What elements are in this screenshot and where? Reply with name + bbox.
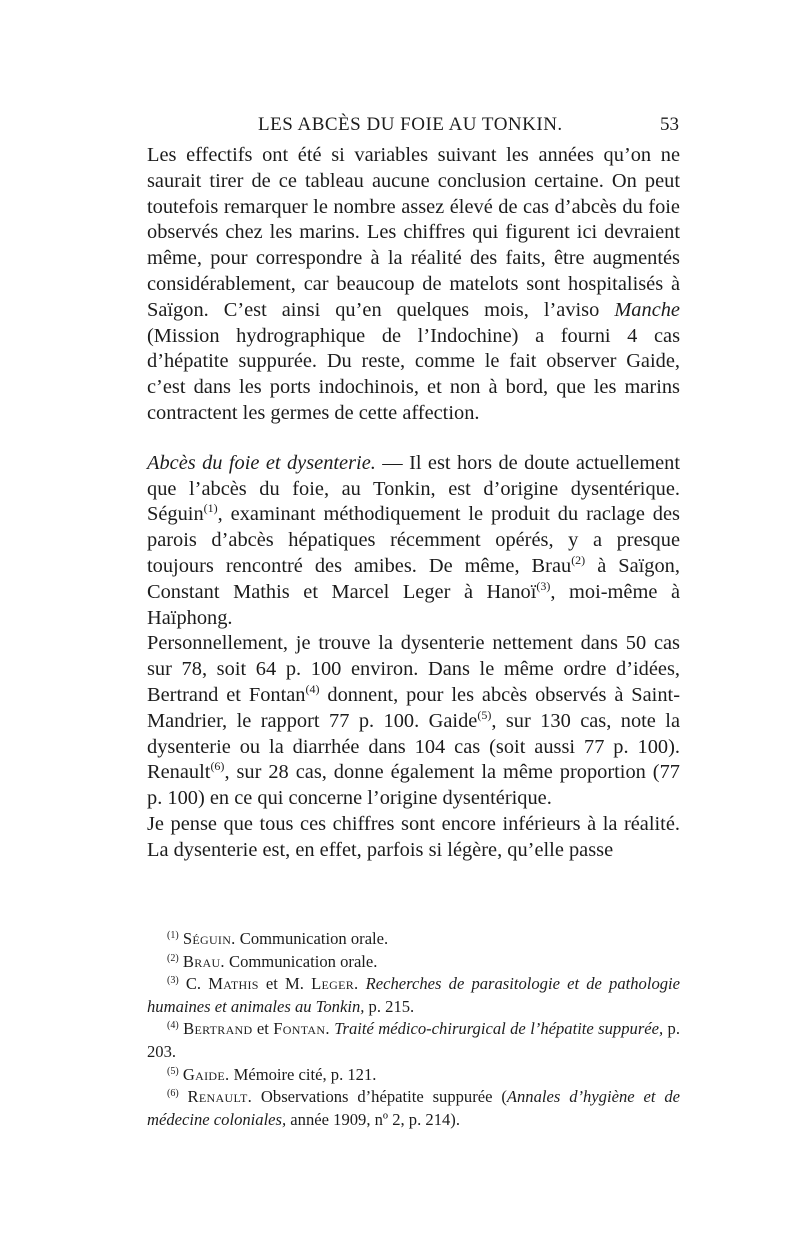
- footnote-author: Séguin.: [182, 929, 236, 948]
- footnote-text: p. 215.: [364, 996, 415, 1016]
- footnote-text: et: [252, 1019, 274, 1039]
- footnote-text: p. 203.: [147, 1019, 680, 1061]
- footnote-text: et M.: [258, 974, 312, 994]
- paragraph-text: , moi-même à Haïphong.: [147, 580, 680, 629]
- footnote-author: Brau.: [182, 951, 225, 971]
- running-title: LES ABCÈS DU FOIE AU TONKIN.: [258, 114, 563, 135]
- paragraph-text: , sur 130 cas, note la dysenterie ou la diarrhée dans 104 cas (soit aussi 77 p. 100). Renault: [147, 709, 680, 784]
- footnote-text: Communication orale.: [235, 929, 389, 948]
- running-head: [0, 114, 800, 138]
- footnote-ref: (3): [536, 578, 551, 593]
- footnote-author: Renault.: [187, 1087, 253, 1107]
- footnote-text: année 1909, nº 2, p. 214).: [286, 1109, 460, 1129]
- paragraph-text: saurait tirer de ce tableau aucune conclusion certaine. On peut toutefois remarquer le nombre assez élevé de cas d’abcès du foie observés chez les marins. Les chiffres qui figurent ici devraient même, pour correspondre à la réalité des faits, être augmentés considérablement, car beaucoup de matelots sont hospitalisés à Saïgon. C’est ainsi qu’en quelques mois, l’aviso: [147, 169, 680, 321]
- paragraph-text: — Il est hors de doute actuellement que l’abcès du foie, au Tonkin, est d’origine dysentérique. Séguin: [147, 451, 680, 526]
- footnote-title: Traité médico-chirurgical de l’hépatite suppurée,: [329, 1019, 664, 1039]
- footnote-ref: (2): [571, 552, 586, 567]
- footnote-ref: (6): [210, 759, 225, 774]
- footnote-marker: (5): [167, 1065, 179, 1077]
- footnote-marker: (3): [167, 975, 179, 987]
- paragraph-dysenterie: [147, 451, 680, 632]
- footnote-text: C.: [178, 974, 209, 994]
- footnote-marker: (1): [167, 930, 179, 941]
- footnote-marker: (6): [167, 1088, 179, 1100]
- footnote-author: Leger.: [311, 974, 359, 994]
- paragraph-line: Les effectifs ont été si variables suivant les années qu’on ne: [147, 144, 680, 166]
- footnote-title: Recherches de parasitologie et de pathologie humaines et animales au Tonkin,: [147, 974, 681, 1016]
- footnote-title: Annales d’hygiène et de médecine coloniales,: [147, 1087, 680, 1129]
- footnote-6: [147, 1086, 680, 1131]
- footnote-2: [147, 951, 680, 974]
- footnote-text: Communication orale.: [224, 951, 378, 971]
- paragraph-effectifs: [147, 143, 680, 427]
- footnote-ref: (4): [305, 681, 320, 696]
- footnote-author: Mathis: [208, 974, 259, 994]
- main-text: [147, 143, 680, 864]
- footnote-marker: (2): [167, 952, 179, 964]
- footnote-text: Mémoire cité, p. 121.: [229, 1064, 377, 1084]
- footnote-ref: (5): [477, 707, 492, 722]
- footnote-author: Bertrand: [183, 1019, 253, 1039]
- footnotes: [147, 928, 680, 1131]
- footnote-3: [147, 973, 680, 1018]
- section-heading: Abcès du foie et dysenterie.: [147, 451, 376, 474]
- paragraph-gap: [147, 427, 680, 451]
- paragraph-personnellement: [147, 631, 680, 812]
- paragraph-text: , examinant méthodiquement le produit du raclage des parois d’abcès hépatiques récemment opérés, y a presque toujours rencontré des amibes. De même, Brau: [147, 503, 680, 577]
- paragraph-chiffres: [147, 812, 680, 864]
- page-number: 53: [660, 114, 679, 135]
- footnote-author: Fontan.: [273, 1019, 330, 1039]
- paragraph-text: donnent, pour les abcès observés à Saint-Mandrier, le rapport 77 p. 100. Gaide: [147, 683, 681, 732]
- paragraph-text: Personnellement, je trouve la dysenterie nettement dans 50 cas sur 78, soit 64 p. 100 environ. Dans le même ordre d’idées, Bertrand et Fontan: [147, 632, 680, 706]
- footnote-4: [147, 1018, 680, 1063]
- paragraph-text: Je pense que tous ces chiffres sont encore inférieurs à la réalité. La dysenterie est, en effet, parfois si légère, qu’elle passe: [147, 812, 680, 861]
- paragraph-text: à Saïgon, Constant Mathis et Marcel Leger à Hanoï: [147, 554, 680, 603]
- footnote-5: [147, 1064, 680, 1087]
- footnote-text: Observations d’hépatite suppurée (: [252, 1087, 507, 1107]
- footnote-marker: (4): [167, 1020, 179, 1032]
- paragraph-text: , sur 28 cas, donne également la même proportion (77 p. 100) en ce qui concerne l’origine dysentérique.: [147, 761, 680, 810]
- footnote-1: [147, 928, 680, 951]
- footnote-author: Gaide.: [182, 1064, 230, 1084]
- footnote-ref: (1): [203, 501, 218, 516]
- ship-name: Manche: [614, 298, 680, 321]
- paragraph-text: (Mission hydrographique de l’Indochine) a fourni 4 cas d’hépatite suppurée. Du reste, comme le fait observer Gaide, c’est dans les ports indochinois, et non à bord, que les marins contractent les germes de cette affection.: [147, 324, 680, 424]
